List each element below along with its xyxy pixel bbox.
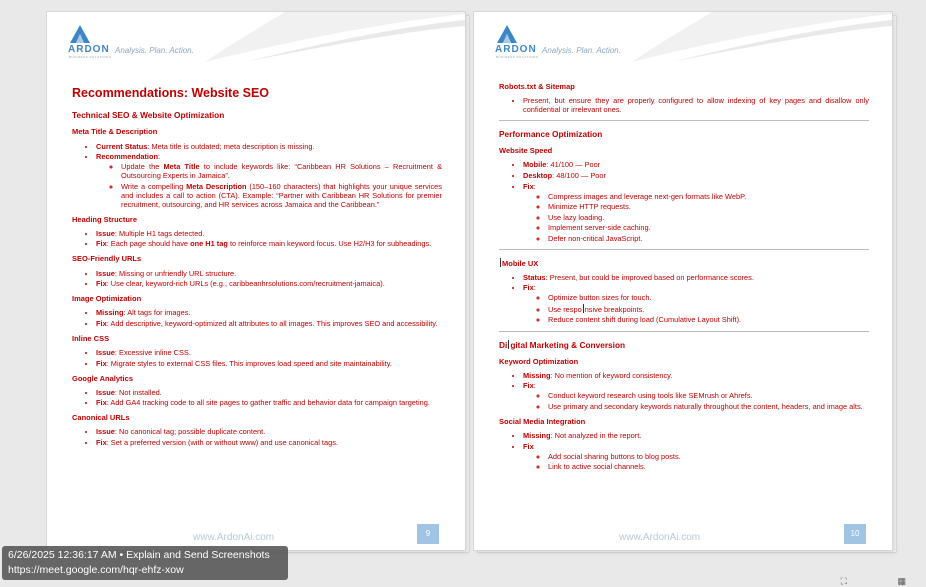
list-item: ◦ Link to active social channels.: [548, 462, 869, 471]
sub-list: [523, 391, 869, 411]
list-item: • Fix: Each page should have one H1 tag to reinforce main keyword focus. Use H2/H3 for subheadings.: [96, 239, 442, 248]
speed-list: [499, 160, 869, 242]
brand-name: ARDON: [68, 44, 110, 55]
page-header: [47, 12, 465, 62]
list-item: ◦ Optimize button sizes for touch.: [548, 293, 869, 302]
fit-page-icon[interactable]: ⛶: [840, 576, 847, 586]
list-item: • Current Status: Meta title is outdated; meta description is missing.: [96, 142, 442, 151]
digital-marketing-heading: Di gital Marketing & Conversion: [499, 339, 626, 350]
divider: [499, 120, 869, 121]
list-item: • Issue: Multiple H1 tags detected.: [96, 229, 442, 238]
canonical-heading: Canonical URLs: [72, 413, 130, 423]
header-swoosh: [165, 12, 465, 62]
canonical-list: [72, 427, 442, 447]
list-item: • Missing: No mention of keyword consistency.: [523, 371, 869, 380]
css-heading: Inline CSS: [72, 333, 110, 343]
list-item: • Fix: Migrate styles to external CSS files. This improves load speed and site maintainability.: [96, 359, 442, 368]
list-item: • Fix: Use clear, keyword-rich URLs (e.g., caribbeanhrsolutions.com/recruitment-jamaica).: [96, 279, 442, 288]
robots-heading: Robots.txt & Sitemap: [499, 82, 575, 91]
list-item: • Mobile: 41/100 — Poor: [523, 160, 869, 169]
sub-list: [523, 192, 869, 243]
brand-subtitle: BUSINESS SOLUTIONS: [496, 55, 539, 59]
urls-heading: SEO-Friendly URLs: [72, 254, 142, 264]
css-list: [72, 348, 442, 368]
mobile-ux-list: [499, 273, 869, 325]
list-item: • Fix: ◦ Conduct keyword research using tools like SEMrush or Ahrefs. ◦ Use primary and secondary keywords naturally throughout the content, headers, and image alts.: [523, 381, 869, 411]
list-item: ◦ Implement server-side caching.: [548, 223, 869, 232]
document-page-9: [47, 12, 465, 550]
brand-tagline: Analysis. Plan. Action.: [115, 46, 194, 55]
list-item: ◦ Defer non-critical JavaScript.: [548, 234, 869, 243]
list-item: ◦ Use primary and secondary keywords naturally throughout the content, headers, and image alts.: [548, 402, 869, 411]
grid-view-icon[interactable]: ▦: [897, 576, 906, 586]
brand-subtitle: BUSINESS SOLUTIONS: [69, 55, 112, 59]
heading-structure-list: [72, 229, 442, 249]
screenshot-toast[interactable]: [2, 546, 288, 580]
social-list: [499, 431, 869, 471]
list-item: ◦ Add social sharing buttons to blog posts.: [548, 452, 869, 461]
footer-url: www.ArdonAi.com: [619, 532, 701, 543]
page-10-content: [499, 82, 869, 477]
list-item: • Fix: ◦ Optimize button sizes for touch. ◦ Use respo nsive breakpoints. ◦ Reduce content shift during load (Cumulative Layout Shift).: [523, 283, 869, 324]
sub-list: [523, 452, 869, 472]
website-speed-heading: Website Speed: [499, 146, 553, 156]
list-item: • Present, but ensure they are properly configured to allow indexing of key pages and disallow only confidential or irrelevant ones.: [523, 96, 869, 114]
text-cursor: [500, 258, 501, 267]
text-cursor: [583, 304, 584, 313]
brand-tagline: Analysis. Plan. Action.: [542, 46, 621, 55]
list-item: • Fix: Add descriptive, keyword-optimized alt attributes to all images. This improves SEO and accessibility.: [96, 319, 442, 328]
mobile-ux-heading: Mobile UX: [502, 258, 539, 268]
list-item: ◦ Use respo nsive breakpoints.: [548, 304, 869, 314]
list-item: • Fix: Set a preferred version (with or without www) and use canonical tags.: [96, 438, 442, 447]
list-item: • Fix ◦ Add social sharing buttons to blog posts. ◦ Link to active social channels.: [523, 442, 869, 472]
list-item: ◦ Reduce content shift during load (Cumulative Layout Shift).: [548, 315, 869, 324]
brand-name: ARDON: [495, 44, 537, 55]
header-swoosh: [592, 12, 892, 62]
social-heading: Social Media Integration: [499, 416, 586, 426]
keyword-list: [499, 371, 869, 411]
list-item: ◦ Use lazy loading.: [548, 213, 869, 222]
document-page-10: [474, 12, 892, 550]
section-heading: Technical SEO & Website Optimization: [72, 110, 225, 121]
page-number-badge: 9: [417, 524, 439, 544]
images-heading: Image Optimization: [72, 294, 142, 304]
list-item: • Issue: No canonical tag; possible duplicate content.: [96, 427, 442, 436]
list-item: • Issue: Missing or unfriendly URL structure.: [96, 269, 442, 278]
urls-list: [72, 269, 442, 289]
performance-section-heading: Performance Optimization: [499, 129, 603, 140]
list-item: ◦ Minimize HTTP requests.: [548, 202, 869, 211]
list-item: • Issue: Excessive inline CSS.: [96, 348, 442, 357]
list-item: • Missing: Not analyzed in the report.: [523, 431, 869, 440]
corner-toolbar: [841, 576, 906, 587]
sub-list: [523, 293, 869, 324]
divider: [499, 249, 869, 250]
list-item: • Missing: Alt tags for images.: [96, 308, 442, 317]
toast-timestamp: 6/26/2025 12:36:17 AM • Explain and Send Screenshots: [8, 549, 270, 561]
list-item: • Status: Present, but could be improved based on performance scores.: [523, 273, 869, 282]
sub-list: [96, 162, 442, 209]
toast-meet-link[interactable]: https://meet.google.com/hqr-ehfz-xow: [8, 563, 184, 576]
list-item: ◦ Write a compelling Meta Description (150–160 characters) that highlights your unique services and includes a call to action (CTA). Example: “Partner with Caribbean HR Solutions for premier recruitment, outsourcing, and HR services across Jamaica and the Caribbean.”: [121, 182, 442, 209]
ardon-logo-icon: [69, 24, 91, 44]
page-header: [474, 12, 892, 62]
ardon-logo-icon: [496, 24, 518, 44]
list-item: ◦ Conduct keyword research using tools like SEMrush or Ahrefs.: [548, 391, 869, 400]
list-item: • Issue: Not installed.: [96, 388, 442, 397]
list-item: • Recommendation: ◦ Update the Meta Title to include keywords like: “Caribbean HR Solutions – Recruitment & Outsourcing Experts in Jamaica”. ◦ Write a compelling Meta Description (150–160 characters) that highlights your unique services and includes a call to action (CTA). Example: “Partner with Caribbean HR Solutions for premier recruitment, outsourcing, and HR services across Jamaica and the Caribbean.”: [96, 152, 442, 209]
page-9-content: [72, 86, 442, 453]
footer-url: www.ArdonAi.com: [193, 532, 275, 543]
meta-heading: Meta Title & Description: [72, 127, 158, 137]
list-item: • Fix: ◦ Compress images and leverage next-gen formats like WebP. ◦ Minimize HTTP requests. ◦ Use lazy loading. ◦ Implement server-side caching. ◦ Defer non-critical JavaScript.: [523, 182, 869, 243]
list-item: • Fix: Add GA4 tracking code to all site pages to gather traffic and behavior data for campaign targeting.: [96, 398, 442, 407]
list-item: ◦ Update the Meta Title to include keywords like: “Caribbean HR Solutions – Recruitment & Outsourcing Experts in Jamaica”.: [121, 162, 442, 180]
page-title: Recommendations: Website SEO: [72, 86, 270, 100]
heading-structure-heading: Heading Structure: [72, 214, 138, 224]
divider: [499, 331, 869, 332]
images-list: [72, 308, 442, 328]
meta-list: [72, 142, 442, 209]
list-item: • Desktop: 48/100 — Poor: [523, 171, 869, 180]
analytics-list: [72, 388, 442, 408]
analytics-heading: Google Analytics: [72, 373, 133, 383]
keyword-heading: Keyword Optimization: [499, 356, 579, 366]
page-number-badge: 10: [844, 524, 866, 544]
list-item: ◦ Compress images and leverage next-gen formats like WebP.: [548, 192, 869, 201]
robots-list: [499, 96, 869, 114]
